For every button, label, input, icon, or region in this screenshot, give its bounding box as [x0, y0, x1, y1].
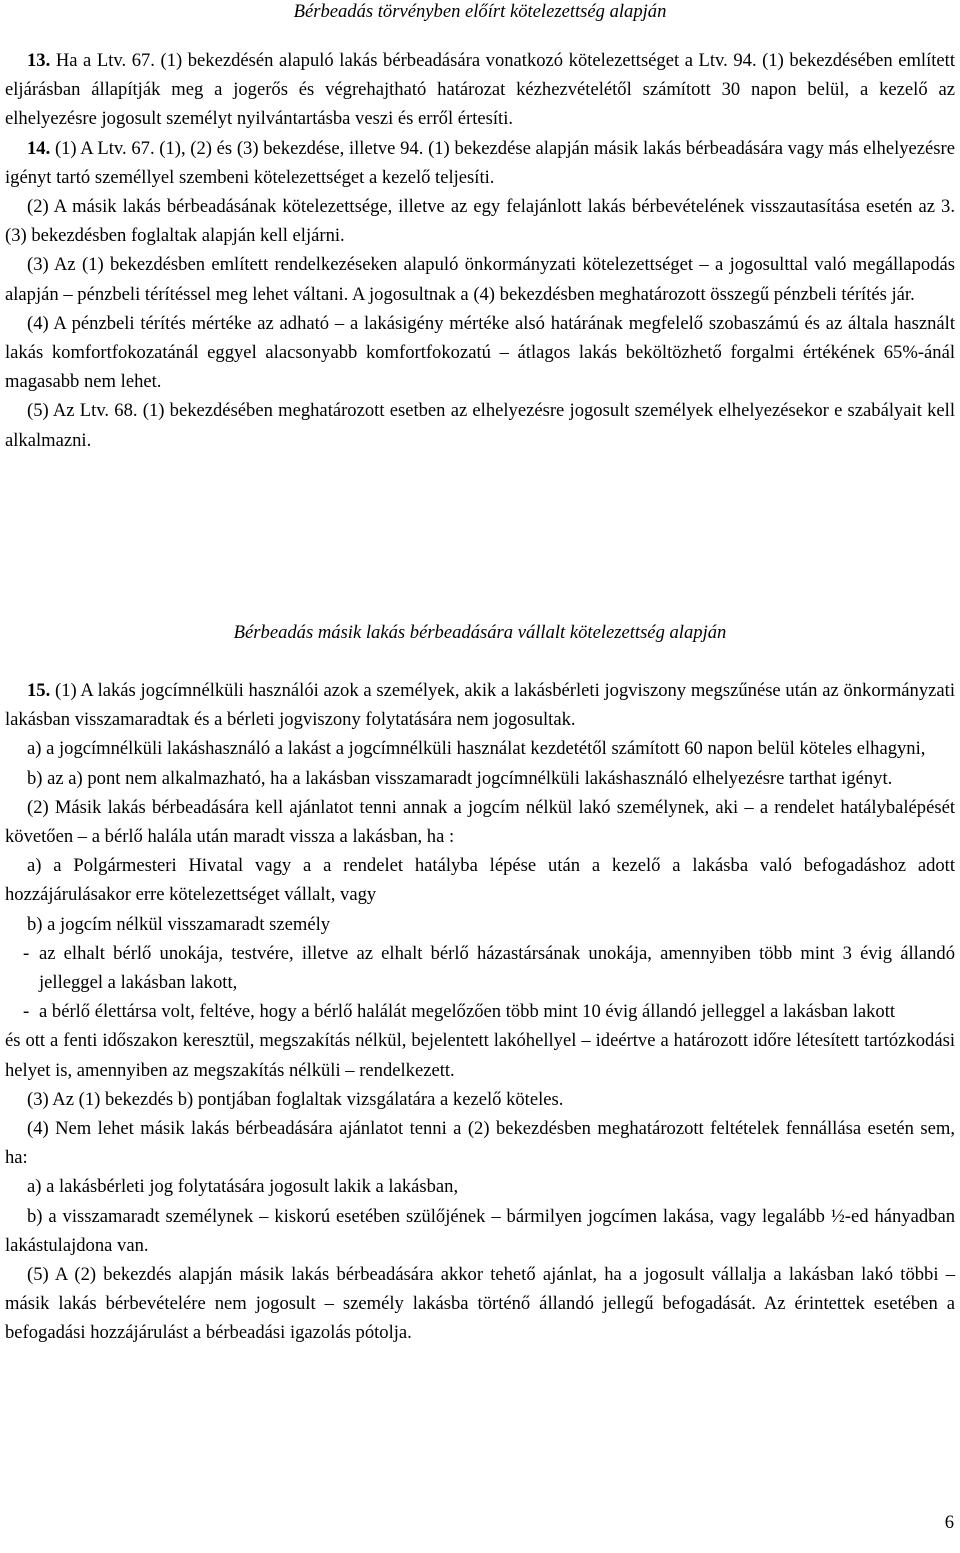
paragraph-text: (1) A Ltv. 67. (1), (2) és (3) bekezdése, illetve 94. (1) bekezdése alapján másik lakás bérbeadására vagy más elhelyezésre igényt tartó személlyel szembeni kötelezettséget a kezelő teljesíti.	[5, 137, 955, 188]
section-15-paragraph-4: (4) Nem lehet másik lakás bérbeadására ajánlatot tenni a (2) bekezdésben meghatározott feltételek fennállása esetén sem, ha:	[5, 1118, 955, 1169]
list-item-1b: b) az a) pont nem alkalmazható, ha a lakásban visszamaradt jogcímnélküli lakáshasználó elhelyezésre tarthat igényt.	[27, 767, 893, 789]
dash-bullet: -	[23, 942, 30, 964]
section-number: 14.	[27, 137, 51, 159]
section-15-paragraph-5: (5) A (2) bekezdés alapján másik lakás bérbeadására akkor tehető ajánlat, ha a jogosult vállalja a lakásban lakó többi – másik lakás bérbevételére nem jogosult – személy lakásba történő állandó jellegű befogadását. Az érintettek esetében a befogadási hozzájárulást a bérbeadási igazolás pótolja.	[5, 1264, 955, 1344]
paragraph-text: (1) A lakás jogcímnélküli használói azok a személyek, akik a lakásbérleti jogviszony megszűnése után az önkormányzati lakásban visszamaradtak és a bérleti jogviszony folytatására nem jogosultak.	[5, 680, 955, 731]
page-number: 6	[944, 1512, 954, 1533]
section-number: 15.	[27, 680, 51, 701]
section-15-paragraph-1	[5, 676, 955, 734]
section-14-paragraph-1	[5, 134, 955, 192]
section-subheading: Bérbeadás másik lakás bérbeadására vállalt kötelezettség alapján	[233, 622, 727, 643]
section-15-paragraph-2: (2) Másik lakás bérbeadására kell ajánlatot tenni annak a jogcím nélkül lakó személynek, aki – a rendelet hatálybalépését követően – a bérlő halála után maradt vissza a lakásban, ha :	[5, 796, 955, 848]
dash-bullet: -	[23, 1001, 30, 1023]
section-14-paragraph-2: (2) A másik lakás bérbeadásának kötelezettsége, illetve az egy felajánlott lakás bérbevételének visszautasítása esetén az 3. (3) bekezdésben foglaltak alapján kell eljárni.	[5, 196, 955, 247]
continuation-paragraph: és ott a fenti időszakon keresztül, megszakítás nélkül, bejelentett lakóhellyel – ideértve a határozott időre létesített tartózkodási helyet is, amennyiben az megszakítás nélküli – rendelkezett.	[5, 1030, 955, 1081]
list-item-2b: b) a jogcím nélkül visszamaradt személy	[27, 913, 331, 935]
section-14-paragraph-4: (4) A pénzbeli térítés mértéke az adható – a lakásigény mértéke alsó határának megfelelő szobaszámú és az általa használt lakás komfortfokozatánál eggyel alacsonyabb komfortfokozatú – átlagos lakás beköltözhető forgalmi értékének 65%-ánál magasabb nem lehet.	[5, 312, 955, 393]
dash-item-text: a bérlő élettársa volt, feltéve, hogy a bérlő halálát megelőzően több mint 10 évig állandó jelleggel a lakásban lakott	[39, 1001, 896, 1023]
section-heading: Bérbeadás törvényben előírt kötelezettség alapján	[293, 1, 667, 22]
section-13	[5, 46, 955, 134]
list-item-2a: a) a Polgármesteri Hivatal vagy a a rendelet hatályba lépése után a kezelő a lakásba való befogadáshoz adott hozzájárulásakor erre kötelezettséget vállalt, vagy	[5, 855, 955, 906]
list-item-1a: a) a jogcímnélküli lakáshasználó a lakást a jogcímnélküli használat kezdetétől számított 60 napon belül köteles elhagyni,	[27, 738, 926, 760]
dash-item-1	[5, 939, 955, 997]
section-14-paragraph-3: (3) Az (1) bekezdésben említett rendelkezéseken alapuló önkormányzati kötelezettséget – a jogosulttal való megállapodás alapján – pénzbeli térítéssel meg lehet váltani. A jogosultnak a (4) bekezdésben meghatározott összegű pénzbeli térítés jár.	[5, 254, 955, 305]
list-item-4b: b) a visszamaradt személynek – kiskorú esetében szülőjének – bármilyen jogcímen lakása, vagy legalább ½-ed hányadban lakástulajdona van.	[5, 1205, 955, 1256]
list-item-4a: a) a lakásbérleti jog folytatására jogosult lakik a lakásban,	[27, 1176, 459, 1198]
paragraph-text: Ha a Ltv. 67. (1) bekezdésén alapuló lakás bérbeadására vonatkozó kötelezettséget a Ltv. 94. (1) bekezdésében említett eljárásban állapítják meg a jogerős és végrehajtható határozat kézhezvételétől számított 30 napon belül, a kezelő az elhelyezésre jogosult személyt nyilvántartásba veszi és erről értesíti.	[5, 50, 955, 130]
dash-item-text: az elhalt bérlő unokája, testvére, illetve az elhalt bérlő házastársának unokája, amennyiben több mint 3 évig állandó jelleggel a lakásban lakott,	[39, 942, 955, 994]
section-14-paragraph-5: (5) Az Ltv. 68. (1) bekezdésében meghatározott esetben az elhelyezésre jogosult személyek elhelyezésekor e szabályait kell alkalmazni.	[5, 400, 955, 451]
sections-13-14	[5, 46, 955, 455]
section-number: 13.	[27, 50, 51, 71]
section-15	[5, 676, 955, 1348]
section-15-paragraph-3: (3) Az (1) bekezdés b) pontjában foglaltak vizsgálatára a kezelő köteles.	[27, 1088, 564, 1110]
dash-item-2	[5, 997, 955, 1026]
